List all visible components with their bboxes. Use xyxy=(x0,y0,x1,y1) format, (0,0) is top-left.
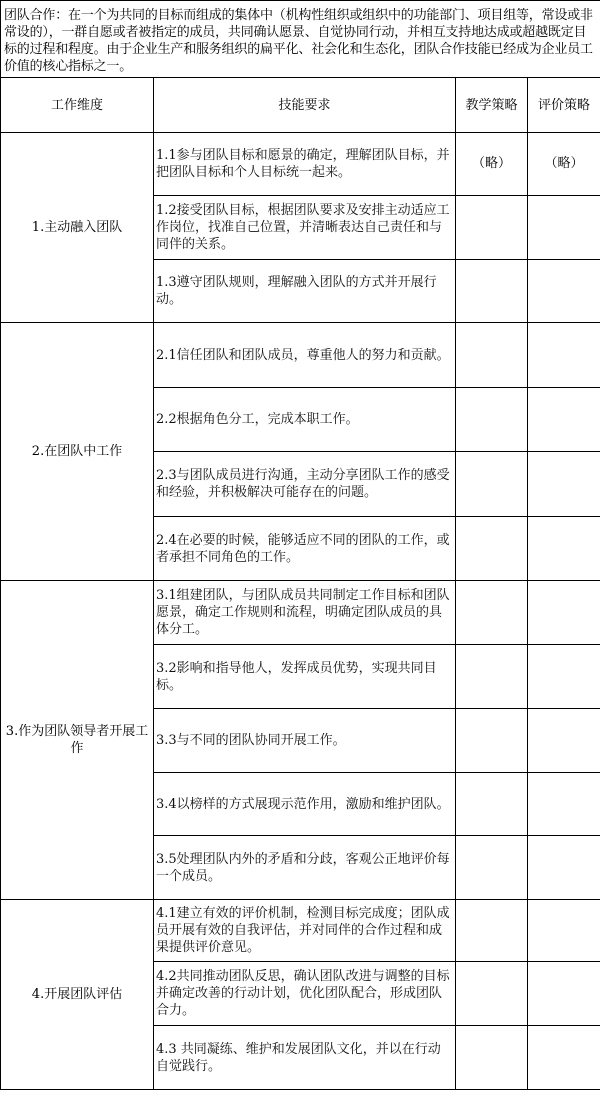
skill-requirement-cell: 2.4在必要的时候，能够适应不同的团队的工作，或者承担不同角色的工作。 xyxy=(154,517,456,581)
skill-requirement-cell: 3.1组建团队，与团队成员共同制定工作目标和团队愿景，确定工作规则和流程，明确定团队成员的具体分工。 xyxy=(154,581,456,645)
skill-requirement-cell: 2.1信任团队和团队成员，尊重他人的努力和贡献。 xyxy=(154,323,456,388)
table-row xyxy=(1,323,600,388)
skill-requirement-cell: 2.3与团队成员进行沟通，主动分享团队工作的感受和经验，并积极解决可能存在的问题。 xyxy=(154,452,456,517)
skill-requirement-cell: 4.1建立有效的评价机制，检测目标完成度；团队成员开展有效的自我评估，并对同伴的合作过程和成果提供评价意见。 xyxy=(154,900,456,962)
header-row xyxy=(1,78,600,133)
teaching-strategy-cell xyxy=(456,645,528,709)
teaching-strategy-cell xyxy=(456,452,528,517)
teaching-strategy-cell xyxy=(456,260,528,323)
table-row xyxy=(1,900,600,962)
dimension-cell: 3.作为团队领导者开展工作 xyxy=(1,581,154,900)
evaluation-strategy-cell xyxy=(528,388,600,452)
evaluation-strategy-cell xyxy=(528,517,600,581)
teaching-strategy-cell xyxy=(456,517,528,581)
skill-requirement-cell: 3.3与不同的团队协同开展工作。 xyxy=(154,709,456,773)
teaching-strategy-cell xyxy=(456,900,528,962)
teaching-strategy-cell xyxy=(456,962,528,1026)
dimension-cell: 2.在团队中工作 xyxy=(1,323,154,581)
evaluation-strategy-cell xyxy=(528,645,600,709)
evaluation-strategy-cell xyxy=(528,1026,600,1090)
evaluation-strategy-cell xyxy=(528,836,600,900)
evaluation-strategy-cell xyxy=(528,900,600,962)
teaching-strategy-cell xyxy=(456,709,528,773)
skill-requirement-cell: 3.4以榜样的方式展现示范作用，激励和维护团队。 xyxy=(154,773,456,836)
skill-requirement-cell: 3.2影响和指导他人，发挥成员优势，实现共同目标。 xyxy=(154,645,456,709)
skill-requirement-cell: 2.2根据角色分工，完成本职工作。 xyxy=(154,388,456,452)
evaluation-strategy-cell xyxy=(528,323,600,388)
teaching-strategy-cell: （略） xyxy=(456,133,528,196)
dimension-cell: 4.开展团队评估 xyxy=(1,900,154,1090)
skill-requirement-cell: 3.5处理团队内外的矛盾和分歧，客观公正地评价每一个成员。 xyxy=(154,836,456,900)
skill-requirement-cell: 4.3 共同凝练、维护和发展团队文化，并以在行动自觉践行。 xyxy=(154,1026,456,1090)
evaluation-strategy-cell xyxy=(528,773,600,836)
evaluation-strategy-cell xyxy=(528,709,600,773)
table-row xyxy=(1,581,600,645)
evaluation-strategy-cell xyxy=(528,962,600,1026)
header-skill: 技能要求 xyxy=(154,78,456,133)
teaching-strategy-cell xyxy=(456,388,528,452)
intro-row xyxy=(1,1,600,78)
teaching-strategy-cell xyxy=(456,323,528,388)
teaching-strategy-cell xyxy=(456,773,528,836)
evaluation-strategy-cell xyxy=(528,196,600,260)
teaching-strategy-cell xyxy=(456,836,528,900)
evaluation-strategy-cell xyxy=(528,452,600,517)
skill-requirement-cell: 1.2接受团队目标，根据团队要求及安排主动适应工作岗位，找准自己位置，并清晰表达自己责任和与同伴的关系。 xyxy=(154,196,456,260)
header-evaluation-strategy: 评价策略 xyxy=(528,78,600,133)
header-teaching-strategy: 教学策略 xyxy=(456,78,528,133)
skill-requirement-cell: 4.2共同推动团队反思，确认团队改进与调整的目标并确定改善的行动计划，优化团队配合，形成团队合力。 xyxy=(154,962,456,1026)
skill-requirement-cell: 1.1参与团队目标和愿景的确定，理解团队目标，并把团队目标和个人目标统一起来。 xyxy=(154,133,456,196)
skill-requirement-cell: 1.3遵守团队规则，理解融入团队的方式并开展行动。 xyxy=(154,260,456,323)
evaluation-strategy-cell xyxy=(528,260,600,323)
header-dimension: 工作维度 xyxy=(1,78,154,133)
evaluation-strategy-cell xyxy=(528,581,600,645)
teaching-strategy-cell xyxy=(456,581,528,645)
teaching-strategy-cell xyxy=(456,1026,528,1090)
dimension-cell: 1.主动融入团队 xyxy=(1,133,154,323)
teaching-strategy-cell xyxy=(456,196,528,260)
intro-text: 团队合作：在一个为共同的目标而组成的集体中（机构性组织或组织中的功能部门、项目组等，常设或非常设的），一群自愿或者被指定的成员，共同确认愿景、自觉协同行动，并相互支持地达成或超越既定目标的过程和程度。由于企业生产和服务组织的扁平化、社会化和生态化，团队合作技能已经成为企业员工价值的核心指标之一。 xyxy=(1,1,600,78)
table-row xyxy=(1,133,600,196)
evaluation-strategy-cell: （略） xyxy=(528,133,600,196)
